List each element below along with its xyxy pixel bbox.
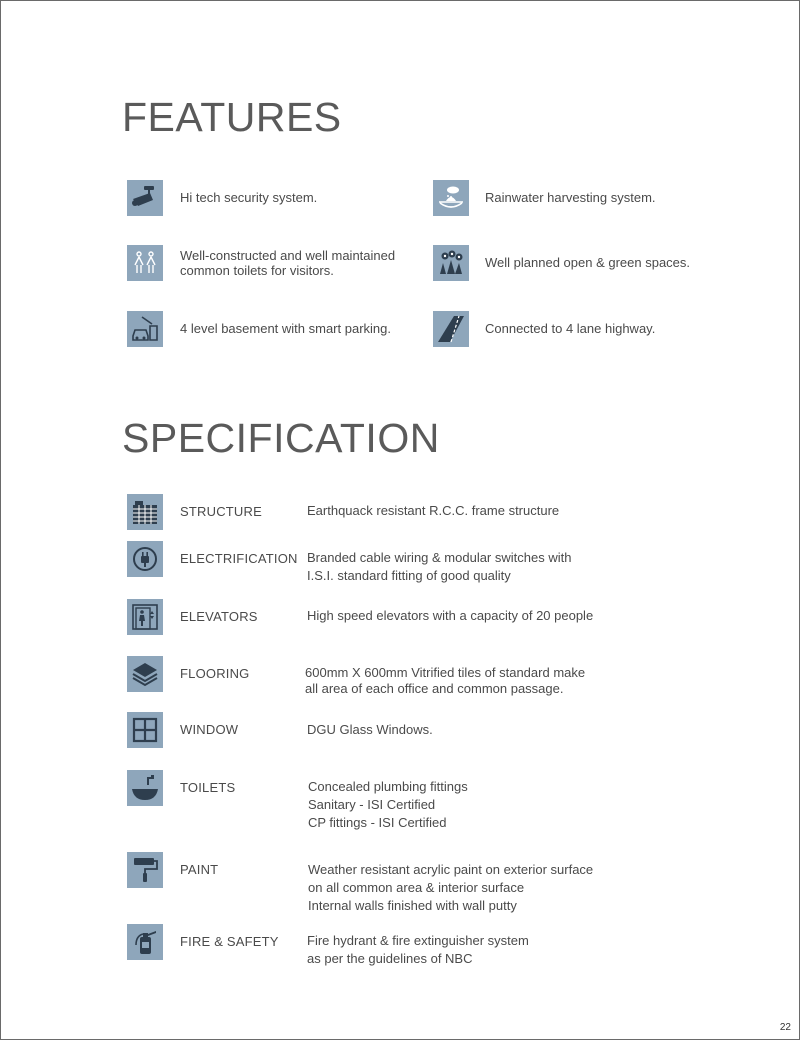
flowers-garden-icon xyxy=(433,245,469,281)
rainwater-harvesting-icon xyxy=(433,180,469,216)
spec-label-elevators: ELEVATORS xyxy=(180,609,258,624)
flooring-layers-icon xyxy=(127,656,163,692)
cctv-camera-icon xyxy=(127,180,163,216)
spec-desc-window: DGU Glass Windows. xyxy=(307,722,433,737)
features-title: FEATURES xyxy=(122,94,342,140)
spec-desc-fire-safety: Fire hydrant & fire extinguisher system as per the guidelines of NBC xyxy=(307,933,529,966)
feature-text: Rainwater harvesting system. xyxy=(485,190,656,205)
spec-desc-flooring: 600mm X 600mm Vitrified tiles of standard make all area of each office and common passage. xyxy=(305,665,586,696)
spec-desc-electrification: Branded cable wiring & modular switches with I.S.I. standard fitting of good quality xyxy=(307,550,572,583)
toilet-people-icon xyxy=(127,245,163,281)
feature-text: 4 level basement with smart parking. xyxy=(180,321,391,336)
feature-text: Well planned open & green spaces. xyxy=(485,255,691,270)
spec-label-fire-safety: FIRE & SAFETY xyxy=(180,934,279,949)
spec-label-flooring: FLOORING xyxy=(180,666,250,681)
spec-label-toilets: TOILETS xyxy=(180,780,236,795)
spec-label-paint: PAINT xyxy=(180,862,219,877)
page-number: 22 xyxy=(779,1022,791,1033)
spec-label-window: WINDOW xyxy=(180,722,239,737)
spec-desc-elevators: High speed elevators with a capacity of 20 people xyxy=(307,608,594,623)
car-parking-icon xyxy=(127,311,163,347)
feature-text: Hi tech security system. xyxy=(180,190,318,205)
window-icon xyxy=(127,712,163,748)
spec-label-electrification: ELECTRIFICATION xyxy=(180,551,298,566)
feature-text: Connected to 4 lane highway. xyxy=(485,321,656,336)
highway-road-icon xyxy=(433,311,469,347)
spec-desc-toilets: Concealed plumbing fittings Sanitary - ISI Certified CP fittings - ISI Certified xyxy=(308,779,468,830)
paint-roller-icon xyxy=(127,852,163,888)
building-structure-icon xyxy=(127,494,163,530)
elevator-icon xyxy=(127,599,163,635)
spec-desc-structure: Earthquack resistant R.C.C. frame structure xyxy=(307,503,560,518)
spec-label-structure: STRUCTURE xyxy=(180,504,262,519)
spec-desc-paint: Weather resistant acrylic paint on exterior surface on all common area & interior surface Internal walls finished with wall putty xyxy=(308,862,594,913)
fire-extinguisher-icon xyxy=(127,924,163,960)
electric-plug-icon xyxy=(127,541,163,577)
specification-title: SPECIFICATION xyxy=(122,415,440,461)
feature-text: Well-constructed and well maintained common toilets for visitors. xyxy=(180,248,396,278)
sink-tap-icon xyxy=(127,770,163,806)
